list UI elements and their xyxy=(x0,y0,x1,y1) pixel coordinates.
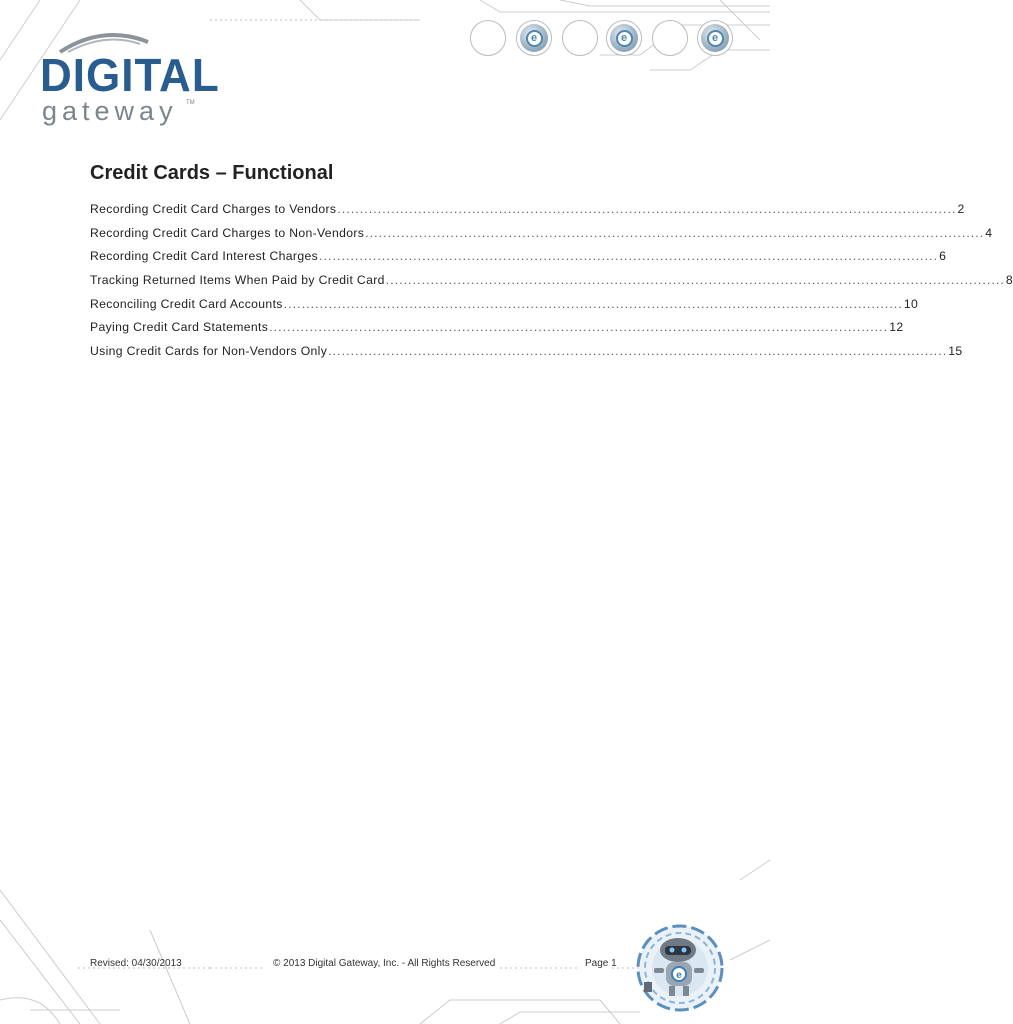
toc-entry-page: 2 xyxy=(957,202,965,216)
logo-gateway-text: gateway xyxy=(42,96,178,126)
header-circle-badge xyxy=(516,20,552,56)
toc-entry-page: 10 xyxy=(903,296,919,311)
toc-leader-dots: .......................................................................................................................................... xyxy=(319,249,939,264)
toc-entry[interactable] xyxy=(90,344,963,368)
toc-entry-label: Reconciling Credit Card Accounts xyxy=(90,296,283,311)
toc-entry-page: 15 xyxy=(948,344,963,359)
toc-entry[interactable] xyxy=(90,249,947,273)
toc-entry-label: Recording Credit Card Interest Charges xyxy=(90,249,319,264)
e-badge-icon: e xyxy=(701,24,729,52)
toc-entry[interactable] xyxy=(90,202,965,226)
toc-entry-label: Tracking Returned Items When Paid by Credit Card xyxy=(90,273,385,288)
header-circle-badge xyxy=(697,20,733,56)
footer-copyright: © 2013 Digital Gateway, Inc. - All Rights Reserved xyxy=(273,958,496,969)
footer-revised-date: Revised: 04/30/2013 xyxy=(90,958,182,969)
svg-text:e: e xyxy=(676,970,682,981)
toc-entry-label: Paying Credit Card Statements xyxy=(90,320,269,335)
toc-entry-label: Recording Credit Card Charges to Vendors xyxy=(90,202,337,216)
header-circle-badge xyxy=(606,20,642,56)
table-of-contents xyxy=(90,202,1013,368)
toc-leader-dots: .......................................................................................................................................... xyxy=(365,225,985,240)
e-badge-icon: e xyxy=(610,24,638,52)
toc-entry-page: 12 xyxy=(889,320,904,335)
toc-entry-page: 4 xyxy=(985,225,993,240)
header-circle-empty xyxy=(470,20,506,56)
toc-leader-dots: .......................................................................................................................................... xyxy=(269,320,889,335)
logo-digital-text: DIGITAL xyxy=(40,50,220,102)
e-badge-icon: e xyxy=(520,24,548,52)
toc-leader-dots: .......................................................................................................................................... xyxy=(385,273,1005,288)
toc-entry[interactable] xyxy=(90,320,904,344)
toc-entry-label: Recording Credit Card Charges to Non-Vendors xyxy=(90,225,365,240)
toc-leader-dots: .......................................................................................................................................... xyxy=(283,296,903,311)
toc-entry[interactable] xyxy=(90,296,919,321)
header-circle-empty xyxy=(562,20,598,56)
logo-trademark: TM xyxy=(186,100,195,106)
footer-page-number: Page 1 xyxy=(585,958,617,969)
toc-entry-label: Using Credit Cards for Non-Vendors Only xyxy=(90,344,328,359)
toc-entry-page: 6 xyxy=(939,249,947,264)
document-title: Credit Cards – Functional xyxy=(90,162,334,184)
robot-mascot-icon xyxy=(632,920,724,1012)
toc-leader-dots: .......................................................................................................................................... xyxy=(328,344,948,359)
header-circle-empty xyxy=(652,20,688,56)
toc-entry[interactable] xyxy=(90,225,993,250)
toc-entry-page: 8 xyxy=(1005,273,1013,288)
digital-gateway-logo xyxy=(28,22,220,126)
toc-leader-dots: .......................................................................................................................................... xyxy=(337,202,957,216)
toc-entry[interactable] xyxy=(90,273,1013,297)
